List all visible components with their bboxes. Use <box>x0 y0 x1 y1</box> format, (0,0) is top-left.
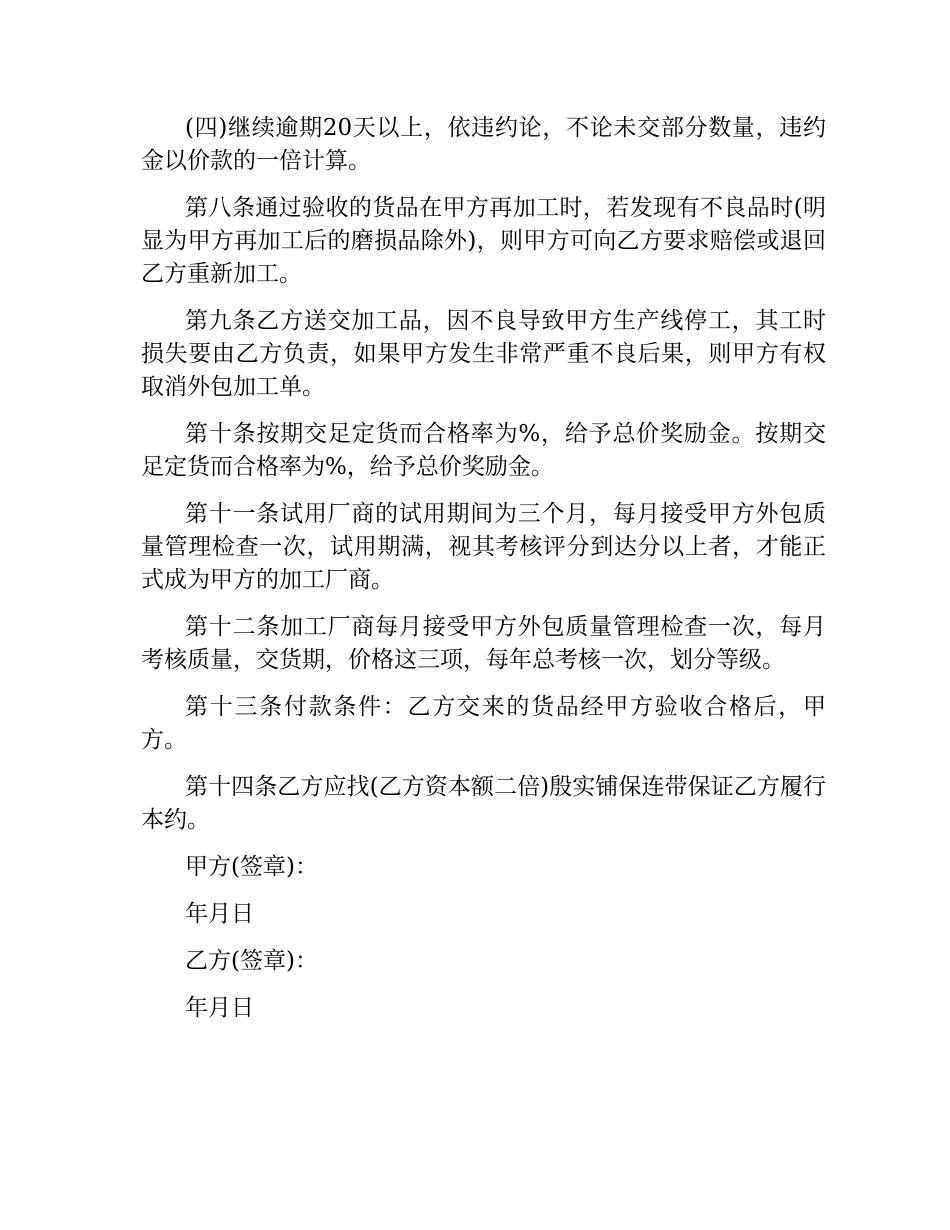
signature-party-b: 乙方(签章)： <box>185 948 318 974</box>
signature-party-a-date: 年月日 <box>185 901 254 927</box>
paragraph-article-10: 第十条按期交足定货而合格率为%，给予总价奖励金。按期交足定货而合格率为%，给予总价奖励金。 <box>141 421 826 480</box>
document-body <box>141 112 826 1039</box>
paragraph-article-11: 第十一条试用厂商的试用期间为三个月，每月接受甲方外包质量管理检查一次，试用期满，视其考核评分到达分以上者，才能正式成为甲方的加工厂商。 <box>141 501 826 593</box>
signature-party-a: 甲方(签章)： <box>185 854 318 880</box>
signature-party-b-date: 年月日 <box>185 995 254 1021</box>
paragraph-article-9: 第九条乙方送交加工品，因不良导致甲方生产线停工，其工时损失要由乙方负责，如果甲方发生非常严重不良后果，则甲方有权取消外包加工单。 <box>141 308 826 400</box>
paragraph-article-8: 第八条通过验收的货品在甲方再加工时，若发现有不良品时(明显为甲方再加工后的磨损品除外)，则甲方可向乙方要求赔偿或退回乙方重新加工。 <box>141 195 826 287</box>
paragraph-penalty-clause-4: (四)继续逾期20天以上，依违约论，不论未交部分数量，违约金以价款的一倍计算。 <box>141 115 826 174</box>
paragraph-article-12: 第十二条加工厂商每月接受甲方外包质量管理检查一次，每月考核质量，交货期，价格这三项，每年总考核一次，划分等级。 <box>141 614 826 673</box>
paragraph-article-13: 第十三条付款条件：乙方交来的货品经甲方验收合格后，甲方。 <box>141 694 826 753</box>
paragraph-article-14: 第十四条乙方应找(乙方资本额二倍)殷实铺保连带保证乙方履行本约。 <box>141 774 826 833</box>
